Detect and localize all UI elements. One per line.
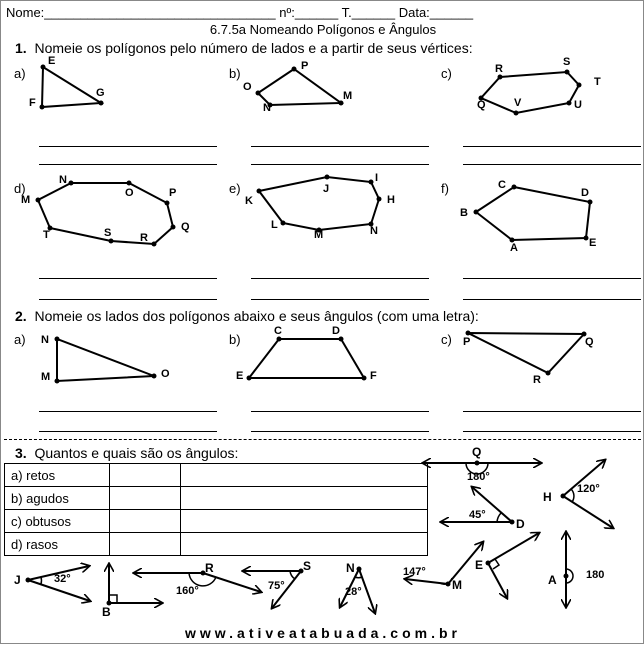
vertex-label: U [574, 99, 582, 111]
question-1-number: 1. [15, 40, 27, 56]
angle-vertex-label: R [205, 561, 214, 575]
angle-vertex-label: M [452, 578, 462, 592]
section-divider [4, 439, 641, 440]
name-field-line: Nome:________________________________ nº:______ T.______ Data:______ [6, 5, 474, 20]
answer-line[interactable] [39, 431, 217, 432]
vertex-label: T [594, 76, 601, 88]
vertex-label: N [370, 225, 378, 237]
vertex-label: J [323, 183, 330, 195]
answer-line[interactable] [39, 411, 217, 412]
vertex-label: D [332, 325, 340, 337]
row-label: b) agudos [5, 487, 110, 510]
answer-line[interactable] [463, 431, 641, 432]
angle-vertex-label: J [14, 573, 21, 587]
vertex-label: C [274, 325, 282, 337]
vertex-label: M [314, 229, 324, 241]
vertex-label: F [29, 97, 36, 109]
answer-line[interactable] [463, 278, 641, 279]
question-2-text: Nomeie os lados dos polígonos abaixo e seus ângulos (com uma letra): [34, 308, 479, 324]
vertex-label: P [301, 60, 309, 72]
question-2-number: 2. [15, 308, 27, 324]
q2-item-b-letter: b) [229, 332, 241, 347]
vertex-label: P [169, 187, 177, 199]
vertex-label: Q [585, 336, 594, 348]
angle-vertex-label: B [102, 605, 111, 619]
vertex-label: M [41, 371, 51, 383]
angle-measure: 160° [176, 585, 199, 597]
vertex-label: N [263, 102, 271, 114]
angle-measure: 75° [268, 580, 285, 592]
answer-line[interactable] [463, 411, 641, 412]
angle-e-ray-2 [488, 563, 507, 598]
count-cell[interactable] [110, 487, 181, 510]
q1-item-d-letter: d) [14, 181, 26, 196]
question-2 [15, 308, 479, 324]
vertex-label: Q [181, 221, 190, 233]
count-cell[interactable] [110, 510, 181, 533]
answer-line[interactable] [251, 278, 429, 279]
question-1-text: Nomeie os polígonos pelo número de lados e a partir de seus vértices: [34, 40, 473, 56]
table-row [5, 487, 428, 510]
triangle-pqr [468, 333, 584, 373]
answer-line[interactable] [39, 164, 217, 165]
answer-line[interactable] [251, 431, 429, 432]
angle-vertex-label: E [475, 558, 484, 572]
angle-measure: 180 [586, 569, 605, 581]
names-cell[interactable] [181, 487, 428, 510]
q1-item-e-letter: e) [229, 181, 241, 196]
vertex-label: E [589, 237, 597, 249]
answer-line[interactable] [251, 146, 429, 147]
angle-vertex-label: A [548, 573, 557, 587]
vertex-label: R [140, 232, 148, 244]
vertex-label: M [21, 194, 31, 206]
quadrilateral-ponm [258, 69, 341, 105]
question-3 [15, 445, 238, 461]
vertex-label: L [271, 219, 278, 231]
answer-line[interactable] [251, 299, 429, 300]
angle-measure: 32° [54, 573, 71, 585]
q2-item-a-letter: a) [14, 332, 26, 347]
vertex-label: F [370, 370, 377, 382]
q1-item-a-letter: a) [14, 66, 26, 81]
triangle-efg [42, 67, 101, 107]
vertex-label: B [460, 207, 468, 219]
vertex-label: H [387, 194, 395, 206]
vertex-label: S [104, 227, 112, 239]
answer-line[interactable] [39, 299, 217, 300]
vertex-label: O [243, 81, 252, 93]
footer-website: www.ativeatabuada.com.br [185, 625, 461, 641]
table-row [5, 533, 428, 556]
pentagon-cdeab [476, 187, 590, 240]
vertex-label: Q [477, 99, 486, 111]
angle-vertex-label: H [543, 490, 552, 504]
question-3-text: Quantos e quais são os ângulos: [34, 445, 239, 461]
count-cell[interactable] [110, 464, 181, 487]
vertex-label: D [581, 187, 589, 199]
trapezoid-cdfe [249, 339, 364, 378]
table-row [5, 510, 428, 533]
answer-line[interactable] [251, 164, 429, 165]
vertex-label: R [495, 63, 503, 75]
table-row [5, 464, 428, 487]
answer-line[interactable] [463, 146, 641, 147]
triangle-nom [57, 339, 154, 381]
angle-measure: 147° [403, 566, 426, 578]
vertex-label: E [48, 55, 56, 67]
angle-measure: 45° [469, 509, 486, 521]
names-cell[interactable] [181, 510, 428, 533]
vertex-label: T [43, 229, 50, 241]
q1-item-c-letter: c) [441, 66, 452, 81]
vertex-label: M [343, 90, 353, 102]
vertex-label: N [59, 174, 67, 186]
row-label: d) rasos [5, 533, 110, 556]
row-label: a) retos [5, 464, 110, 487]
names-cell[interactable] [181, 533, 428, 556]
answer-line[interactable] [39, 278, 217, 279]
count-cell[interactable] [110, 533, 181, 556]
hexagon-rstuvq [481, 72, 579, 113]
q1-item-f-letter: f) [441, 181, 449, 196]
vertex-label: P [463, 336, 471, 348]
names-cell[interactable] [181, 464, 428, 487]
vertex-label: O [161, 368, 170, 380]
vertex-label: A [510, 242, 518, 254]
angle-h-ray-2 [563, 496, 613, 528]
angle-e-ray-1 [488, 533, 539, 563]
vertex-label: S [563, 56, 571, 68]
answer-line[interactable] [463, 164, 641, 165]
answer-line[interactable] [463, 299, 641, 300]
vertex-label: R [533, 374, 541, 386]
answer-line[interactable] [251, 411, 429, 412]
row-label: c) obtusos [5, 510, 110, 533]
vertex-label: V [514, 97, 522, 109]
question-3-number: 3. [15, 445, 27, 461]
vertex-label: G [96, 87, 105, 99]
angle-vertex-label: S [303, 559, 312, 573]
angle-measure: 180° [467, 471, 490, 483]
angle-vertex-label: Q [472, 445, 482, 459]
worksheet-title: 6.7.5a Nomeando Polígonos e Ângulos [209, 22, 437, 37]
angles-table [4, 463, 428, 556]
vertex-label: O [125, 187, 134, 199]
angle-vertex-label: D [516, 517, 525, 531]
vertex-label: N [41, 334, 49, 346]
angle-measure: 120° [577, 483, 600, 495]
vertex-label: I [375, 172, 379, 184]
angle-vertex-label: N [346, 561, 355, 575]
answer-line[interactable] [39, 146, 217, 147]
q1-item-b-letter: b) [229, 66, 241, 81]
vertex-label: C [498, 179, 506, 191]
vertex-label: E [236, 370, 244, 382]
q2-item-c-letter: c) [441, 332, 452, 347]
angle-measure: 28° [345, 586, 362, 598]
vertex-label: K [245, 195, 253, 207]
